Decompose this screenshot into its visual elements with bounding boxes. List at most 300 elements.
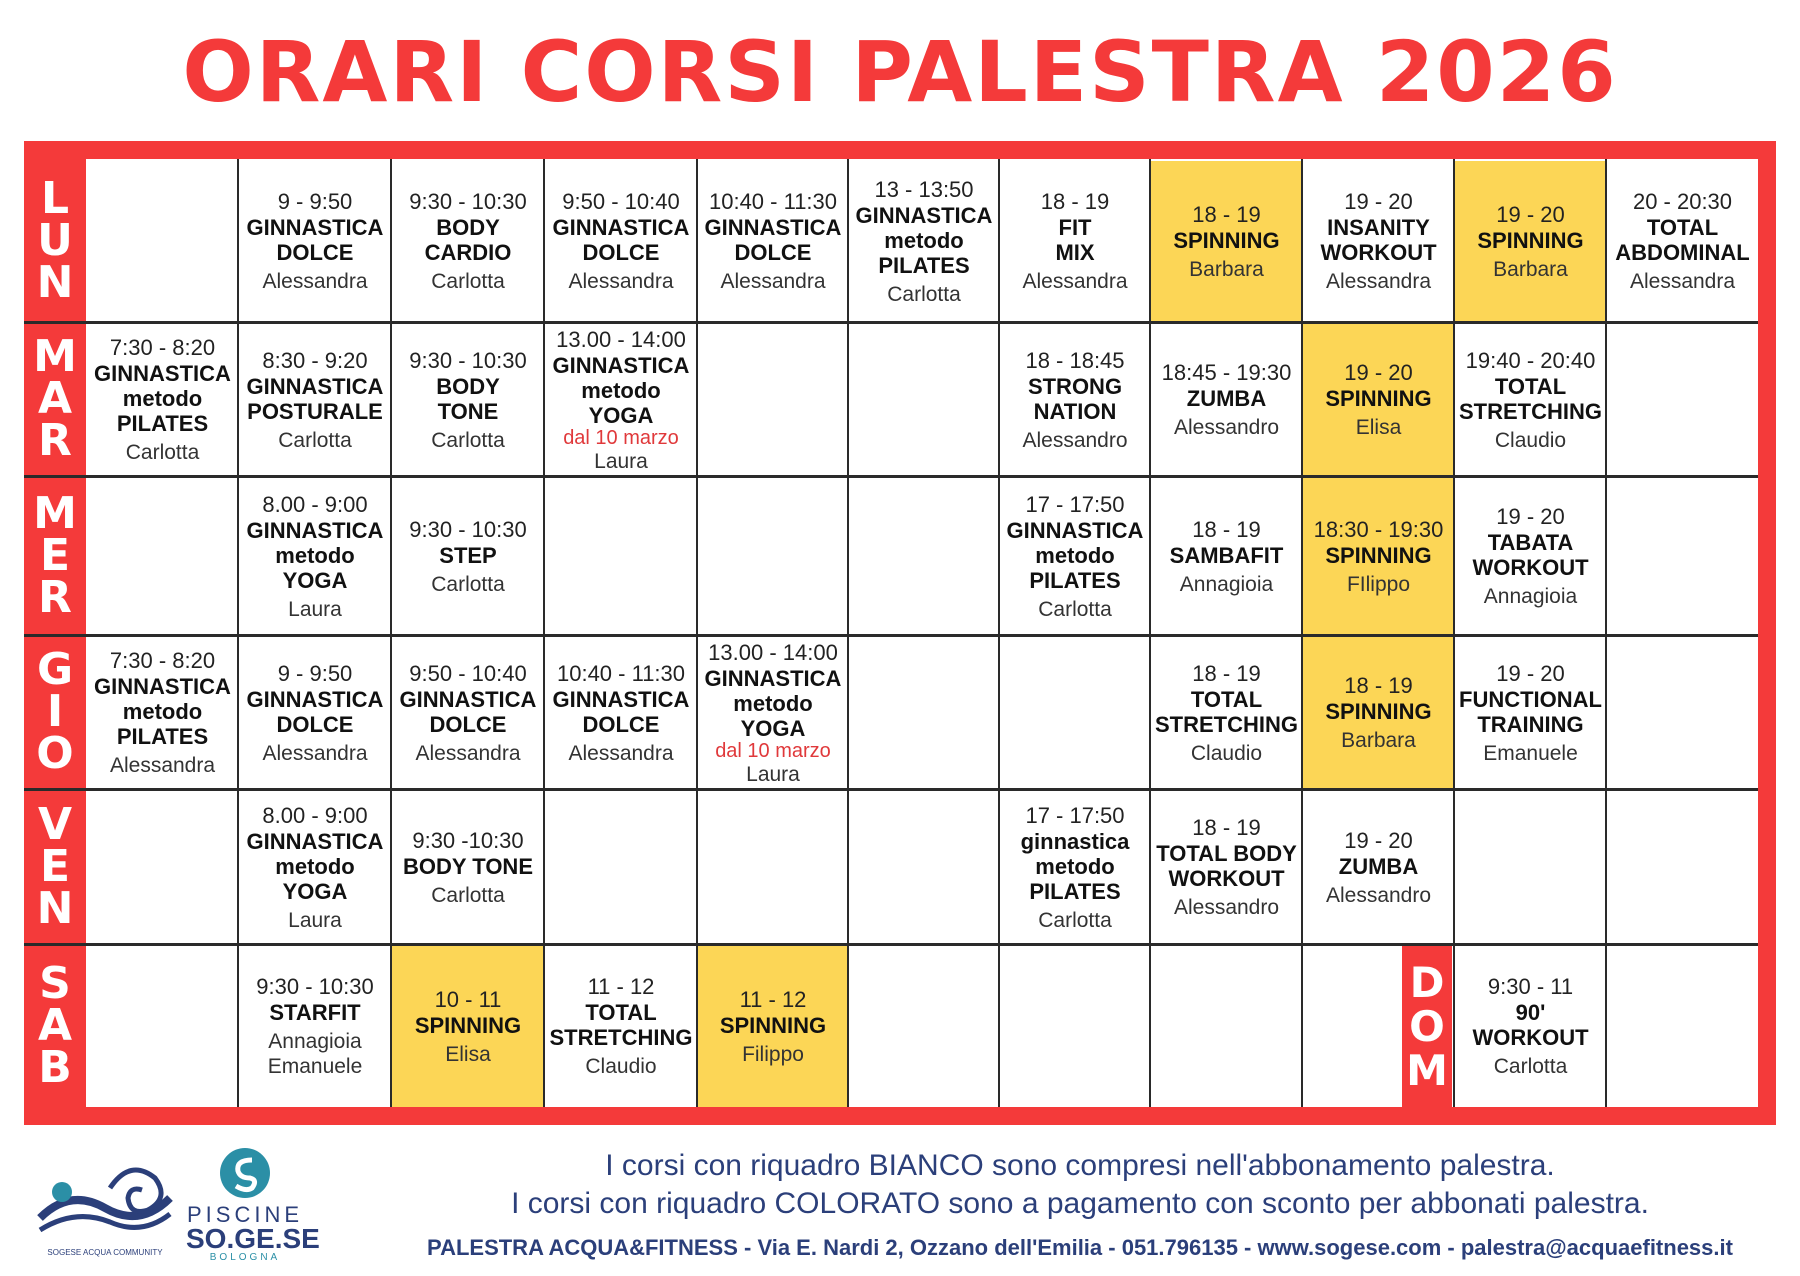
- course-name-line: TOTAL BODY: [1156, 841, 1297, 866]
- course-name: [94, 674, 231, 749]
- course-cell[interactable]: [87, 637, 238, 789]
- course-instructor: Alessandra: [720, 270, 826, 293]
- course-name-line: INSANITY: [1327, 215, 1430, 240]
- course-instructor: Alessandra: [1629, 270, 1736, 293]
- course-name-line: SPINNING: [1325, 542, 1432, 568]
- course-time: 18 - 19: [1192, 201, 1261, 227]
- course-name: [1007, 518, 1144, 593]
- course-cell[interactable]: [239, 478, 391, 635]
- course-name: [550, 1000, 693, 1050]
- course-name-line: BODY: [436, 215, 500, 240]
- course-name-line: DOLCE: [276, 240, 354, 265]
- course-name: [553, 353, 690, 428]
- grid-horizontal-line: [24, 475, 1758, 478]
- course-cell[interactable]: [392, 946, 544, 1107]
- day-letter: M: [33, 331, 77, 382]
- course-name-line: SPINNING: [414, 1012, 522, 1038]
- day-label-lun: [24, 159, 86, 322]
- course-name-line: GINNASTICA: [399, 686, 537, 712]
- course-name-line: WORKOUT: [1472, 1025, 1589, 1050]
- course-name-line: STARFIT: [269, 1000, 361, 1025]
- course-cell[interactable]: [1455, 324, 1606, 476]
- day-letter: E: [39, 529, 71, 581]
- course-instructor: Alessandra: [262, 741, 368, 765]
- course-name-line: WORKOUT: [1168, 866, 1285, 891]
- course-name-line: STRONG: [1027, 373, 1123, 399]
- course-name: [400, 687, 537, 737]
- day-letter: N: [36, 256, 74, 308]
- course-time: 8.00 - 9:00: [262, 802, 368, 828]
- piscine-logo-line2: SO.GE.SE: [186, 1223, 320, 1254]
- piscine-logo-line1: PISCINE: [186, 1202, 304, 1227]
- course-name-line: PILATES: [116, 724, 209, 749]
- course-name-line: metodo: [275, 542, 355, 568]
- schedule-frame: [24, 141, 1776, 1125]
- course-cell[interactable]: [239, 946, 391, 1107]
- course-cell[interactable]: [1455, 478, 1606, 635]
- course-name: [1055, 215, 1094, 265]
- course-instructor: Barbara: [1341, 729, 1416, 752]
- day-label-mar: [24, 322, 86, 476]
- course-cell[interactable]: [239, 791, 391, 944]
- page-title: ORARI CORSI PALESTRA 2026: [182, 23, 1618, 121]
- course-name-line: TOTAL: [1646, 215, 1719, 240]
- day-letter: V: [37, 798, 73, 850]
- grid-vertical-line: [696, 159, 698, 1107]
- course-time: 9:50 - 10:40: [409, 660, 527, 686]
- course-name: [1187, 386, 1266, 411]
- course-name-line: ZUMBA: [1186, 386, 1267, 411]
- course-name-line: TOTAL: [1190, 686, 1263, 712]
- course-name: [1325, 386, 1431, 411]
- course-instructor: Alessandro: [1173, 896, 1280, 919]
- course-name-line: GINNASTICA: [704, 665, 842, 691]
- course-cell[interactable]: [698, 946, 848, 1107]
- grid-vertical-line: [390, 159, 392, 1107]
- day-label-gio: [24, 635, 86, 789]
- course-name-line: YOGA: [588, 402, 654, 428]
- course-name-line: WORKOUT: [1472, 555, 1589, 580]
- course-instructor: Laura: [594, 449, 648, 473]
- course-name: [720, 1013, 826, 1038]
- course-cell[interactable]: [1303, 324, 1454, 476]
- day-letter: M: [33, 487, 77, 539]
- sunday-letter: O: [1409, 1001, 1445, 1051]
- course-instructor: Carlotta: [1493, 1055, 1568, 1078]
- course-name: [436, 374, 500, 424]
- day-letter: O: [36, 728, 74, 779]
- course-cell[interactable]: [545, 637, 697, 789]
- course-instructor: Laura: [746, 762, 800, 786]
- course-name-line: TONE: [437, 398, 499, 424]
- course-instructor: Carlotta: [431, 883, 505, 907]
- course-time: 18 - 19: [1344, 673, 1413, 698]
- course-name-line: PILATES: [1029, 567, 1121, 593]
- course-name-line: metodo: [733, 690, 813, 716]
- course-time: 10:40 - 11:30: [708, 189, 838, 214]
- course-cell[interactable]: [392, 637, 544, 789]
- course-name: [247, 687, 384, 737]
- course-name: [553, 215, 690, 265]
- course-instructor: Alessandra: [415, 741, 521, 765]
- course-time: 9:30 -10:30: [412, 827, 524, 853]
- course-cell[interactable]: [1000, 324, 1150, 476]
- course-cell[interactable]: [1303, 637, 1454, 789]
- course-name: [1325, 543, 1431, 568]
- course-time: 9:50 - 10:40: [562, 189, 680, 214]
- course-instructor: Elisa: [1355, 416, 1402, 439]
- course-name-line: PILATES: [1029, 878, 1121, 904]
- course-instructor: Carlotta: [431, 428, 505, 452]
- course-name-line: GINNASTICA: [246, 517, 384, 543]
- course-name: [1459, 374, 1602, 424]
- course-name-line: STRETCHING: [1155, 711, 1298, 737]
- course-name: [1459, 687, 1602, 737]
- sunday-label: [1402, 946, 1452, 1107]
- course-name: [1339, 854, 1418, 879]
- day-letter: E: [39, 840, 71, 892]
- course-cell[interactable]: [1455, 637, 1606, 789]
- course-name-line: ABDOMINAL: [1615, 240, 1750, 265]
- course-cell[interactable]: [545, 161, 697, 322]
- course-time: 9:30 - 10:30: [256, 974, 374, 999]
- course-name-line: TRAINING: [1477, 711, 1584, 737]
- course-time: 9:30 - 11: [1487, 974, 1574, 999]
- course-instructor: Alessandra: [1325, 270, 1432, 293]
- course-time: 18 - 19: [1040, 189, 1110, 214]
- course-cell[interactable]: [239, 637, 391, 789]
- course-instructor: Laura: [288, 597, 342, 621]
- course-time: 7:30 - 8:20: [109, 335, 216, 360]
- course-name-line: DOLCE: [429, 711, 507, 737]
- course-cell[interactable]: [392, 791, 544, 944]
- course-name: [705, 215, 842, 265]
- day-letter: U: [37, 214, 73, 266]
- sogese-logo: [30, 1148, 180, 1260]
- course-instructor: Elisa: [445, 1042, 491, 1066]
- piscine-logo-line3: BOLOGNA: [209, 1252, 281, 1263]
- course-time: 20 - 20:30: [1632, 189, 1733, 214]
- day-letter: G: [36, 644, 74, 695]
- course-name-line: FIT: [1058, 215, 1092, 240]
- course-instructor: Claudio: [585, 1055, 657, 1078]
- course-instructor: Alessandra: [109, 754, 216, 777]
- course-name-line: TABATA: [1487, 530, 1574, 555]
- course-name-line: SPINNING: [1477, 227, 1584, 253]
- course-name-line: BODY: [436, 373, 500, 399]
- course-name: [247, 518, 384, 593]
- course-name-line: DOLCE: [582, 711, 660, 737]
- course-instructor: Alessandra: [568, 270, 674, 293]
- course-name-line: GINNASTICA: [855, 202, 993, 228]
- course-instructor: Alessandro: [1173, 416, 1280, 439]
- course-note: dal 10 marzo: [715, 739, 831, 762]
- course-name-line: GINNASTICA: [552, 352, 690, 378]
- course-name-line: SPINNING: [1173, 227, 1280, 253]
- course-name-line: metodo: [275, 853, 355, 879]
- course-cell[interactable]: [1151, 478, 1302, 635]
- course-name: [1173, 228, 1279, 253]
- course-cell[interactable]: [392, 324, 544, 476]
- course-cell[interactable]: [1607, 161, 1758, 322]
- grid-vertical-line: [847, 159, 849, 1107]
- course-name: [1021, 829, 1130, 904]
- course-name-line: ginnastica: [1020, 828, 1130, 854]
- course-instructor: Claudio: [1494, 428, 1567, 452]
- course-cell[interactable]: [392, 161, 544, 322]
- course-time: 8.00 - 9:00: [262, 491, 368, 517]
- course-instructor: Carlotta: [1038, 908, 1112, 932]
- course-time: 19 - 20: [1344, 360, 1413, 385]
- course-name-line: PILATES: [116, 411, 209, 436]
- course-time: 9 - 9:50: [277, 189, 353, 214]
- course-time: 18:30 - 19:30: [1313, 516, 1444, 542]
- course-cell[interactable]: [1455, 946, 1606, 1107]
- day-label-mer: [24, 476, 86, 635]
- day-letter: A: [37, 999, 73, 1051]
- course-cell[interactable]: [698, 637, 848, 789]
- course-name-line: SPINNING: [719, 1012, 827, 1038]
- course-name: [705, 666, 842, 741]
- course-time: 19:40 - 20:40: [1465, 347, 1596, 373]
- course-instructor: Carlotta: [1038, 597, 1112, 621]
- course-name-line: TOTAL: [1494, 373, 1567, 399]
- course-name-line: STRETCHING: [1459, 398, 1602, 424]
- course-instructor: Carlotta: [431, 572, 505, 596]
- course-instructor: Carlotta: [431, 270, 505, 293]
- course-time: 11 - 12: [587, 974, 655, 999]
- course-time: 19 - 20: [1496, 201, 1565, 227]
- course-name-line: NATION: [1033, 398, 1117, 424]
- grid-vertical-line: [1149, 159, 1151, 1107]
- sunday-letter: D: [1409, 957, 1445, 1007]
- grid-vertical-line: [1605, 159, 1607, 1107]
- course-instructor: Annagioia: [1179, 572, 1274, 596]
- course-cell[interactable]: [1000, 791, 1150, 944]
- course-name: [1472, 530, 1588, 580]
- course-cell[interactable]: [1303, 478, 1454, 635]
- course-name: [1477, 228, 1583, 253]
- course-time: 9:30 - 10:30: [409, 189, 527, 214]
- course-name-line: metodo: [1035, 853, 1115, 879]
- course-name-line: GINNASTICA: [246, 828, 384, 854]
- course-name-line: 90': [1515, 1000, 1546, 1025]
- course-name: [1028, 374, 1122, 424]
- course-name-line: metodo: [1035, 542, 1115, 568]
- course-cell[interactable]: [545, 324, 697, 476]
- course-time: 10 - 11: [434, 986, 502, 1012]
- course-time: 17 - 17:50: [1025, 802, 1125, 828]
- course-cell[interactable]: [239, 324, 391, 476]
- course-name-line: PILATES: [878, 252, 970, 278]
- grid-horizontal-line: [24, 321, 1758, 324]
- course-name-line: GINNASTICA: [552, 215, 690, 240]
- course-name-line: GINNASTICA: [94, 361, 231, 386]
- course-cell[interactable]: [1151, 324, 1302, 476]
- grid-vertical-line: [998, 159, 1000, 1107]
- grid-vertical-line: [1453, 159, 1455, 1107]
- course-time: 17 - 17:50: [1025, 491, 1125, 517]
- course-time: 8:30 - 9:20: [262, 347, 368, 373]
- course-time: 9:30 - 10:30: [409, 516, 527, 542]
- grid-horizontal-line: [24, 943, 1758, 946]
- course-time: 7:30 - 8:20: [109, 648, 216, 673]
- course-time: 10:40 - 11:30: [556, 660, 686, 686]
- course-instructor: Emanuele: [1483, 741, 1578, 765]
- course-time: 9 - 9:50: [277, 660, 353, 686]
- course-name: [403, 854, 533, 879]
- course-name-line: GINNASTICA: [246, 215, 384, 240]
- course-name: [269, 1000, 360, 1025]
- course-name-line: YOGA: [282, 878, 348, 904]
- course-name: [425, 215, 512, 265]
- course-name: [1320, 215, 1436, 265]
- course-time: 18 - 19: [1192, 815, 1261, 840]
- day-label-ven: [24, 789, 86, 944]
- course-name-line: SPINNING: [1325, 699, 1432, 724]
- course-instructor: Annagioia: [1483, 585, 1578, 608]
- course-instructor: Barbara: [1189, 257, 1264, 281]
- course-time: 13.00 - 14:00: [708, 639, 838, 665]
- course-cell[interactable]: [1455, 161, 1606, 322]
- course-name: [553, 687, 690, 737]
- course-cell[interactable]: [87, 324, 238, 476]
- course-time: 18 - 19: [1192, 516, 1261, 542]
- course-time: 13.00 - 14:00: [556, 326, 686, 352]
- grid-horizontal-line: [24, 788, 1758, 791]
- course-instructor: Alessandra: [1022, 270, 1128, 293]
- course-name: [1472, 1000, 1588, 1050]
- course-name-line: GINNASTICA: [94, 674, 231, 699]
- course-name: [1155, 687, 1298, 737]
- schedule-grid: [33, 159, 1758, 1107]
- course-instructor: Alessandro: [1022, 428, 1128, 452]
- day-letter: R: [38, 415, 72, 466]
- course-instructor: Carlotta: [278, 428, 352, 452]
- course-name: [1156, 841, 1297, 891]
- course-name-line: MIX: [1055, 240, 1095, 265]
- course-name-line: GINNASTICA: [246, 686, 384, 712]
- grid-vertical-line: [543, 159, 545, 1107]
- course-name-line: GINNASTICA: [552, 686, 690, 712]
- course-name: [247, 374, 384, 424]
- course-instructor: Alessandra: [262, 270, 368, 293]
- course-cell[interactable]: [1303, 161, 1454, 322]
- course-name-line: YOGA: [740, 715, 806, 741]
- course-name-line: metodo: [122, 386, 203, 411]
- course-name: [1170, 543, 1284, 568]
- day-letter: L: [40, 172, 70, 224]
- course-instructor: Filippo: [742, 1042, 804, 1066]
- course-instructor: Alessandro: [1325, 883, 1432, 907]
- footer-white-note: I corsi con riquadro BIANCO sono compresi nell'abbonamento palestra.: [605, 1149, 1555, 1182]
- course-cell[interactable]: [1151, 161, 1302, 322]
- course-name-line: WORKOUT: [1320, 240, 1437, 265]
- course-time: 9:30 - 10:30: [409, 347, 527, 373]
- course-name-line: GINNASTICA: [246, 373, 384, 399]
- course-name: [94, 361, 231, 436]
- course-name-line: metodo: [122, 699, 203, 724]
- grid-vertical-line: [237, 159, 239, 1107]
- course-name: [1325, 699, 1431, 724]
- course-name-line: metodo: [884, 227, 964, 253]
- course-instructor: FIlippo: [1346, 572, 1411, 596]
- piscine-sogese-logo: [186, 1146, 320, 1266]
- course-instructor: Carlotta: [125, 441, 200, 464]
- course-name: [415, 1013, 521, 1038]
- course-time: 11 - 12: [739, 986, 807, 1012]
- course-name-line: DOLCE: [582, 240, 660, 265]
- course-cell[interactable]: [239, 161, 391, 322]
- course-name-line: SAMBAFIT: [1169, 542, 1284, 568]
- course-name-line: GINNASTICA: [1006, 517, 1144, 543]
- course-cell[interactable]: [392, 478, 544, 635]
- course-instructor: Annagioia Emanuele: [267, 1030, 363, 1078]
- day-letter: I: [46, 686, 64, 737]
- course-name-line: SPINNING: [1325, 386, 1432, 411]
- course-name-line: TOTAL: [585, 1000, 657, 1025]
- course-cell[interactable]: [1303, 791, 1454, 944]
- course-time: 19 - 20: [1344, 189, 1413, 214]
- course-instructor: Alessandra: [568, 741, 674, 765]
- footer-colored-note: I corsi con riquadro COLORATO sono a pagamento con sconto per abbonati palestra.: [511, 1187, 1649, 1220]
- course-name-line: GINNASTICA: [704, 215, 842, 240]
- course-instructor: Claudio: [1190, 741, 1263, 765]
- day-label-sab: [24, 944, 86, 1107]
- course-cell[interactable]: [1151, 637, 1302, 789]
- course-time: 19 - 20: [1496, 660, 1565, 686]
- day-letter: R: [38, 571, 72, 623]
- course-cell[interactable]: [545, 946, 697, 1107]
- course-name-line: ZUMBA: [1338, 853, 1419, 879]
- course-time: 19 - 20: [1344, 827, 1413, 853]
- course-name-line: POSTURALE: [247, 398, 383, 424]
- course-instructor: Carlotta: [887, 282, 961, 306]
- course-cell[interactable]: [698, 161, 848, 322]
- course-name: [439, 543, 496, 568]
- course-cell[interactable]: [1151, 791, 1302, 944]
- course-name: [247, 215, 384, 265]
- course-time: 18:45 - 19:30: [1161, 360, 1292, 385]
- day-letter: B: [38, 1041, 72, 1093]
- course-time: 19 - 20: [1496, 504, 1565, 529]
- day-letter: S: [39, 957, 71, 1009]
- course-name-line: STEP: [439, 542, 497, 568]
- course-note: dal 10 marzo: [563, 426, 679, 449]
- course-cell[interactable]: [1000, 478, 1150, 635]
- course-name-line: YOGA: [282, 567, 348, 593]
- sunday-letter: M: [1406, 1045, 1448, 1095]
- course-name-line: metodo: [581, 377, 661, 403]
- course-name: [247, 829, 384, 904]
- course-cell[interactable]: [849, 161, 999, 322]
- course-name: [856, 203, 993, 278]
- course-time: 13 - 13:50: [874, 176, 974, 202]
- course-name: [1615, 215, 1749, 265]
- course-name-line: DOLCE: [276, 711, 354, 737]
- course-instructor: Barbara: [1493, 257, 1568, 281]
- course-name-line: BODY TONE: [403, 853, 533, 879]
- course-time: 18 - 18:45: [1025, 347, 1125, 373]
- course-name-line: CARDIO: [424, 240, 512, 265]
- day-letter: N: [36, 882, 74, 934]
- course-name-line: DOLCE: [734, 240, 812, 265]
- course-cell[interactable]: [1000, 161, 1150, 322]
- course-time: 18 - 19: [1192, 660, 1261, 686]
- course-instructor: Laura: [288, 908, 342, 932]
- grid-horizontal-line: [24, 634, 1758, 637]
- footer-contacts: PALESTRA ACQUA&FITNESS - Via E. Nardi 2, Ozzano dell'Emilia - 051.796135 - www.sogese.com - palestra@acquaefitness.it: [427, 1235, 1733, 1260]
